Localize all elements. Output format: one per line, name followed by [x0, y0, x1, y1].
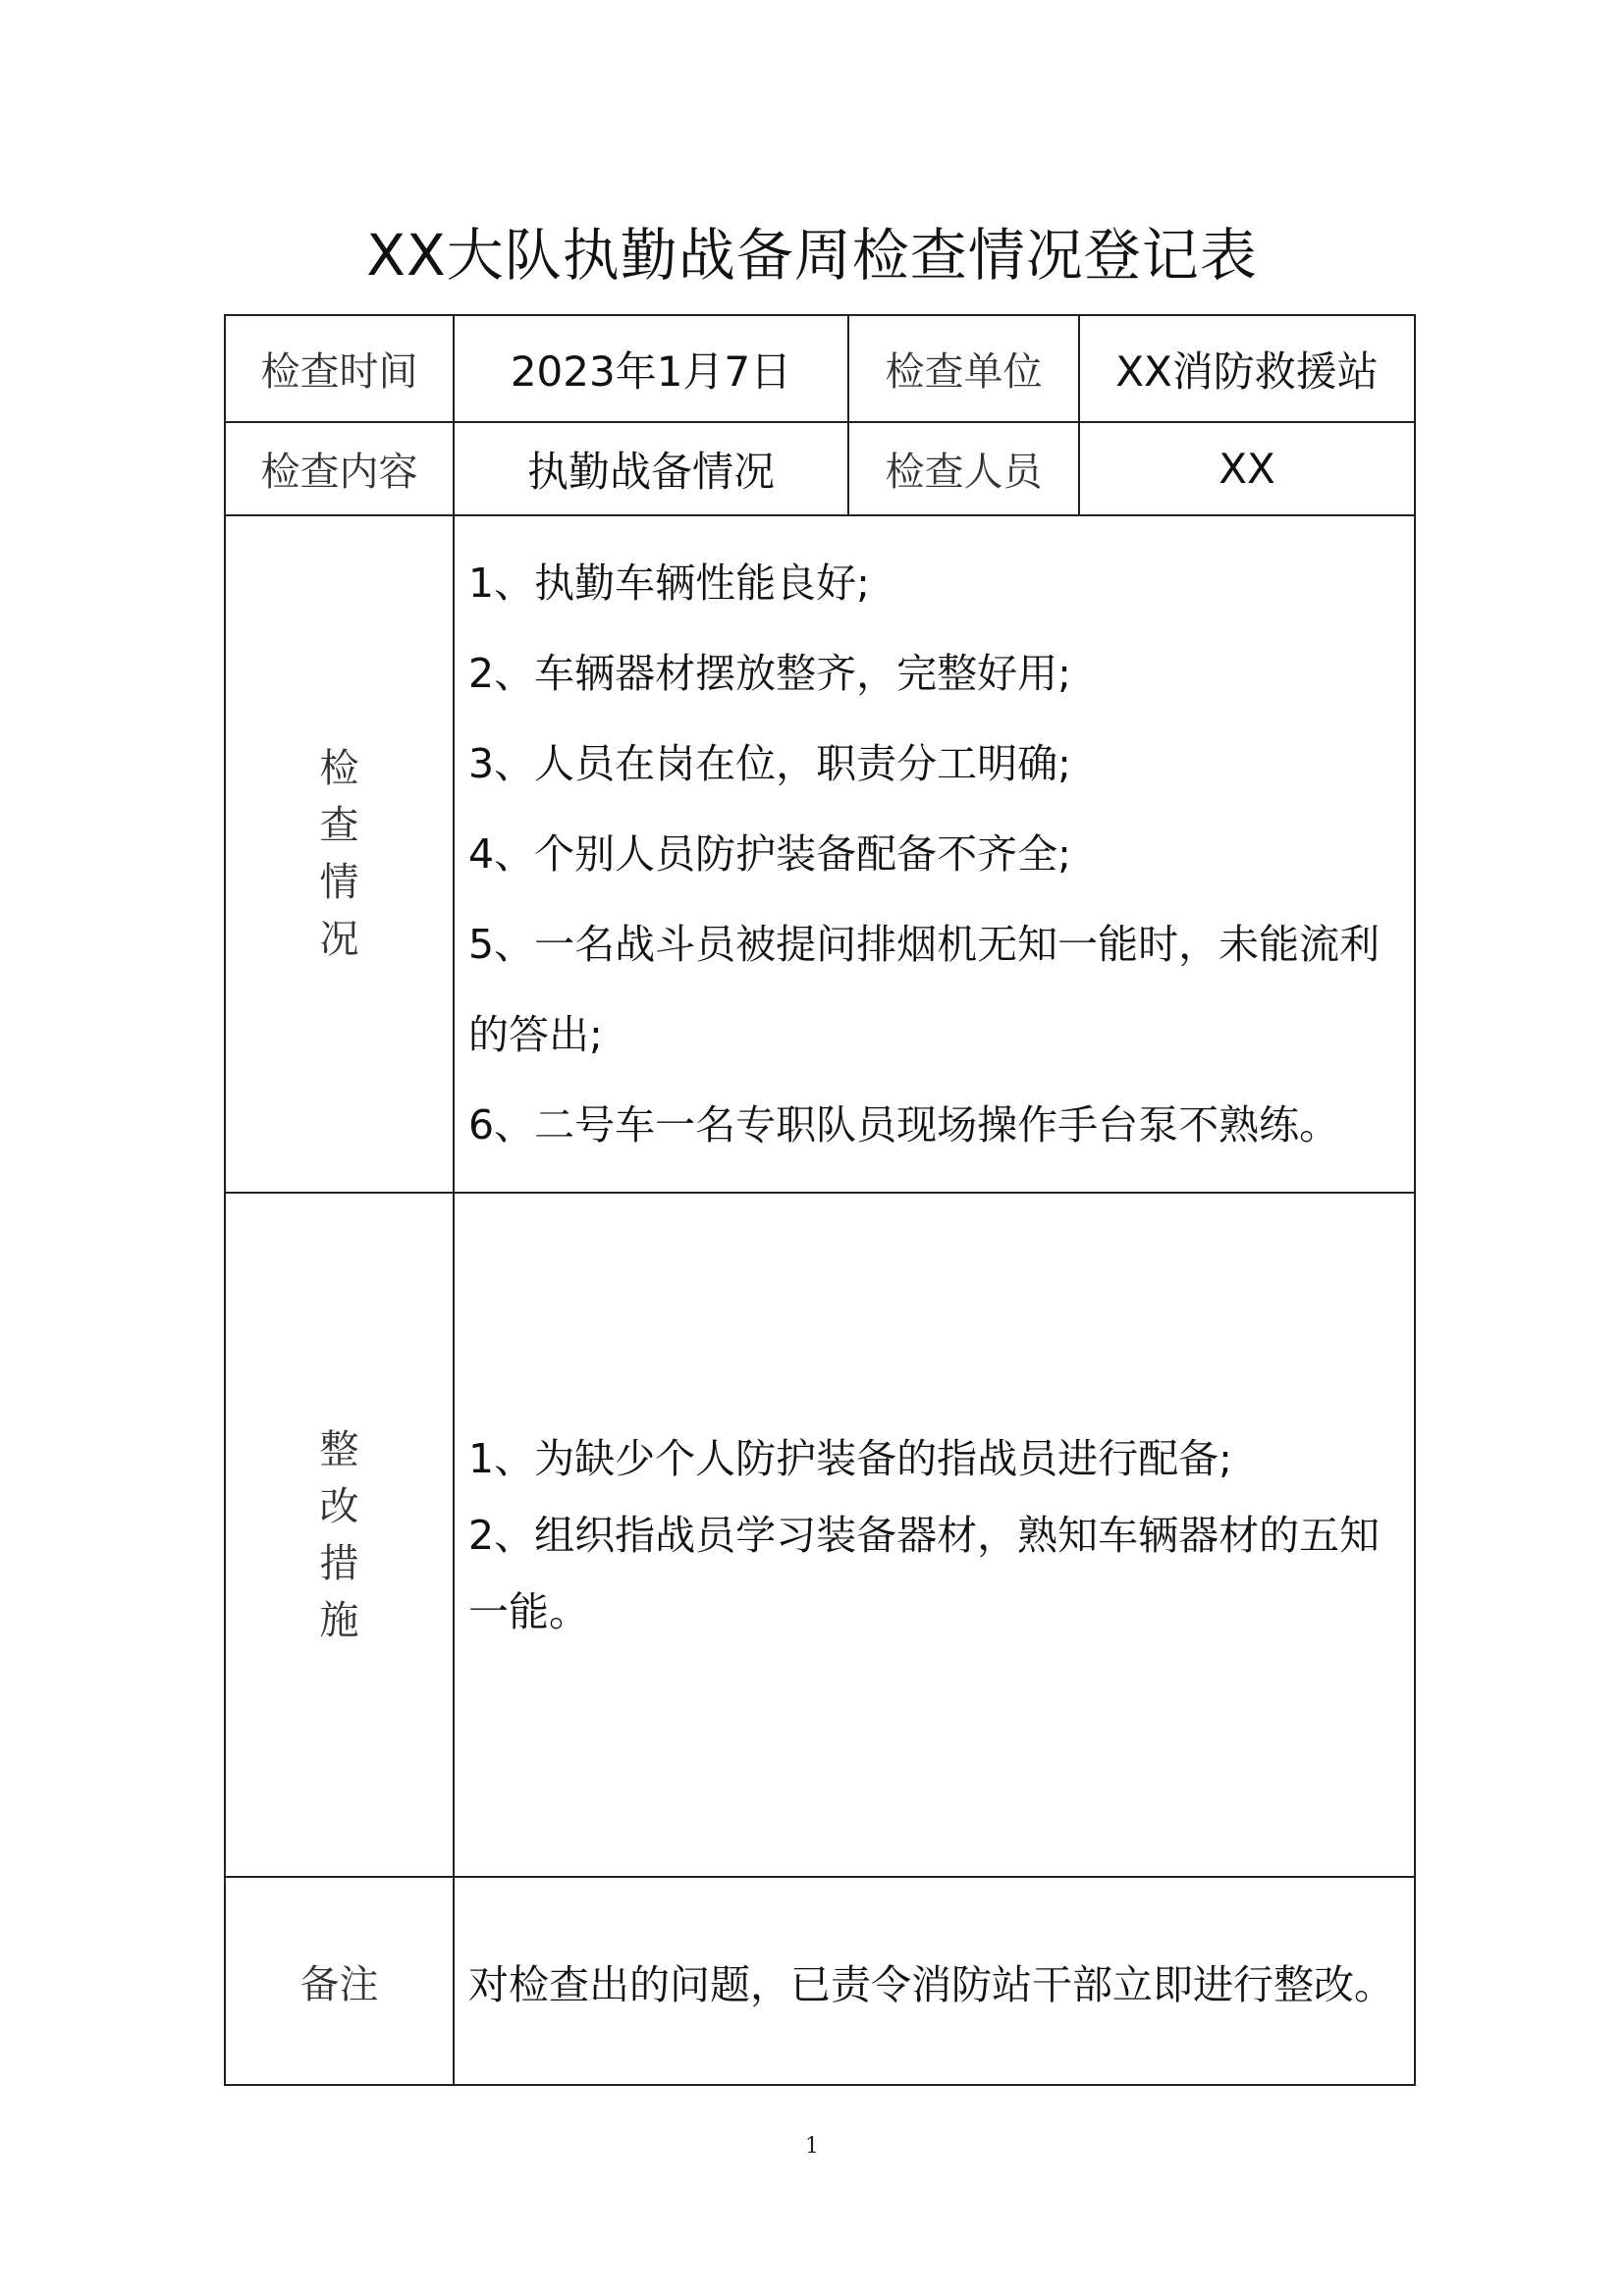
measures-label: 整 改 措 施 [225, 1193, 454, 1877]
inspection-unit-value: XX消防救援站 [1079, 315, 1415, 422]
inspector-label: 检查人员 [848, 422, 1079, 515]
inspection-content-value: 执勤战备情况 [454, 422, 848, 515]
row-measures [225, 1193, 1415, 1877]
inspection-time-value: 2023年1月7日 [454, 315, 848, 422]
measure-item: 1、为缺少个人防护装备的指战员进行配备; [468, 1434, 1232, 1482]
findings-content [454, 515, 1415, 1193]
inspection-unit-label: 检查单位 [848, 315, 1079, 422]
measures-content [454, 1193, 1415, 1877]
page-number: 1 [805, 2134, 819, 2159]
remarks-text: 对检查出的问题，已责令消防站干部立即进行整改。 [454, 1877, 1415, 2085]
remarks-label: 备注 [225, 1877, 454, 2085]
row-content-inspector [225, 422, 1415, 515]
inspection-time-label: 检查时间 [225, 315, 454, 422]
finding-item: 3、人员在岗在位，职责分工明确; [468, 740, 1071, 787]
measure-item: 2、组织指战员学习装备器材，熟知车辆器材的五知一能。 [468, 1511, 1380, 1635]
row-time-unit [225, 315, 1415, 422]
finding-item: 6、二号车一名专职队员现场操作手台泵不熟练。 [468, 1101, 1340, 1148]
finding-item: 2、车辆器材摆放整齐，完整好用; [468, 650, 1071, 697]
inspection-form-table [224, 314, 1416, 2086]
finding-item: 4、个别人员防护装备配备不齐全; [468, 830, 1071, 878]
finding-item: 1、执勤车辆性能良好; [468, 560, 870, 607]
row-remarks [225, 1877, 1415, 2085]
finding-item: 5、一名战斗员被提问排烟机无知一能时，未能流利的答出; [468, 921, 1380, 1058]
inspector-value: XX [1079, 422, 1415, 515]
page-title: XX大队执勤战备周检查情况登记表 [366, 222, 1258, 289]
row-findings [225, 515, 1415, 1193]
inspection-content-label: 检查内容 [225, 422, 454, 515]
findings-label: 检 查 情 况 [225, 515, 454, 1193]
